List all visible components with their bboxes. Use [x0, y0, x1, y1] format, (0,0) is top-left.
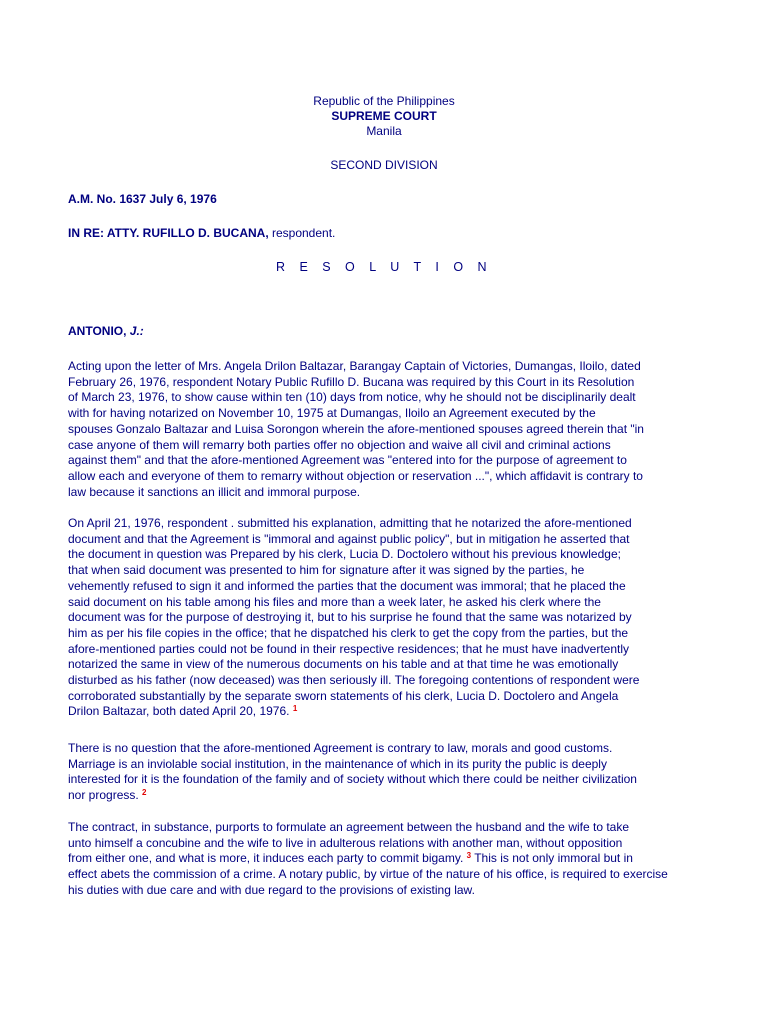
- paragraph-line: him as per his file copies in the office; that he dispatched his clerk to get the copy from the parties, but the: [68, 625, 629, 640]
- paragraph-line: allow each and everyone of them to remarry without objection or reservation ...", which affidavit is contrary to: [68, 468, 643, 483]
- paragraph-line: Marriage is an inviolable social institution, in the maintenance of which in its purity the public is deeply: [68, 756, 607, 771]
- republic-line: Republic of the Philippines: [313, 94, 455, 108]
- paragraph-line: document and that the Agreement is "immoral and against public policy", but in mitigation he asserted that: [68, 531, 630, 546]
- paragraph-line: afore-mentioned parties could not be found in their respective residences; that he must have inadvertently: [68, 641, 629, 656]
- ponente: [68, 324, 144, 339]
- paragraph-line: that when said document was presented to him for signature after it was signed by the parties, he: [68, 563, 585, 578]
- court-name: SUPREME COURT: [331, 109, 437, 123]
- paragraph-line: disturbed as his father (now deceased) was then seriously ill. The foregoing contentions of respondent were: [68, 673, 640, 688]
- paragraph-line-text: nor progress.: [68, 788, 139, 803]
- paragraph-line: The contract, in substance, purports to formulate an agreement between the husband and the wife to take: [68, 820, 630, 834]
- paragraph-3: [68, 741, 708, 804]
- paragraph-line: Acting upon the letter of Mrs. Angela Drilon Baltazar, Barangay Captain of Victories, Dumangas, Iloilo, dated: [68, 359, 641, 373]
- paragraph-line: corroborated substantially by the separate sworn statements of his clerk, Lucia D. Doctolero and Angela: [68, 688, 619, 703]
- paragraph-line: notarized the same in view of the numerous documents on his table and at that time he was emotionally: [68, 657, 619, 672]
- case-title-role: respondent.: [268, 226, 336, 240]
- paragraph-line: said document on his table among his files and more than a week later, he asked his clerk where the: [68, 594, 601, 609]
- paragraph-line: On April 21, 1976, respondent . submitted his explanation, admitting that he notarized the afore-mentioned: [68, 516, 632, 530]
- case-number-date: A.M. No. 1637 July 6, 1976: [68, 192, 217, 206]
- case-title-name: IN RE: ATTY. RUFILLO D. BUCANA,: [68, 226, 269, 240]
- ponente-suffix: J.:: [126, 324, 144, 338]
- ponente-name: ANTONIO,: [68, 324, 127, 338]
- case-title: [68, 226, 335, 241]
- paragraph-line-with-footnote: [68, 851, 708, 867]
- paragraph-line: law because it sanctions an illicit and immoral purpose.: [68, 484, 361, 499]
- footnote-marker-2[interactable]: 2: [142, 788, 147, 798]
- paragraph-line: with for having notarized on November 10, 1975 at Dumangas, Iloilo an Agreement executed by the: [68, 406, 596, 421]
- paragraph-line-last: [68, 788, 708, 804]
- document-type: R E S O L U T I O N: [275, 260, 493, 274]
- paragraph-2: [68, 516, 708, 720]
- paragraph-line-text: This is not only immoral but in: [471, 851, 633, 866]
- paragraph-line: effect abets the commission of a crime. A notary public, by virtue of the nature of his office, is required to exercise: [68, 867, 668, 882]
- paragraph-line: document was for the purpose of destroying it, but to his surprise he found that the same was notarized by: [68, 610, 632, 625]
- paragraph-line-text: from either one, and what is more, it induces each party to commit bigamy.: [68, 851, 464, 866]
- court-city: Manila: [366, 124, 402, 138]
- paragraph-line: the document in question was Prepared by his clerk, Lucia D. Doctolero without his previous knowledge;: [68, 547, 621, 562]
- paragraph-line: vehemently refused to sign it and informed the parties that the document was immoral; that he placed the: [68, 578, 626, 593]
- paragraph-line: February 26, 1976, respondent Notary Public Rufillo D. Bucana was required by this Court in its Resolution: [68, 374, 635, 389]
- paragraph-line: case anyone of them will remarry both parties offer no objection and waive all civil and criminal actions: [68, 437, 611, 452]
- paragraph-line: unto himself a concubine and the wife to live in adulterous relations with another man, without opposition: [68, 835, 623, 850]
- footnote-marker-1[interactable]: 1: [292, 704, 298, 714]
- paragraph-line: There is no question that the afore-mentioned Agreement is contrary to law, morals and good customs.: [68, 741, 613, 755]
- footnote-marker-3[interactable]: 3: [466, 851, 472, 861]
- resolution-heading: [0, 260, 768, 275]
- paragraph-1: [68, 359, 708, 500]
- paragraph-line: of March 23, 1976, to show cause within ten (10) days from notice, why he should not be disciplinarily dealt: [68, 390, 636, 405]
- paragraph-line: his duties with due care and with due regard to the provisions of existing law.: [68, 882, 475, 897]
- court-header: [0, 94, 768, 139]
- paragraph-line-text: Drilon Baltazar, both dated April 20, 1976.: [68, 704, 290, 719]
- division-name: SECOND DIVISION: [330, 158, 438, 172]
- paragraph-line-last: [68, 704, 708, 720]
- paragraph-4: [68, 820, 708, 899]
- division-heading: [0, 158, 768, 173]
- paragraph-line: against them" and that the afore-mentioned Agreement was "entered into for the purpose of agreement to: [68, 453, 627, 468]
- paragraph-line: spouses Gonzalo Baltazar and Luisa Sorongon wherein the afore-mentioned spouses agreed therein that "in: [68, 421, 644, 436]
- paragraph-line: interested for it is the foundation of the family and of society without which there could be neither civilization: [68, 772, 637, 787]
